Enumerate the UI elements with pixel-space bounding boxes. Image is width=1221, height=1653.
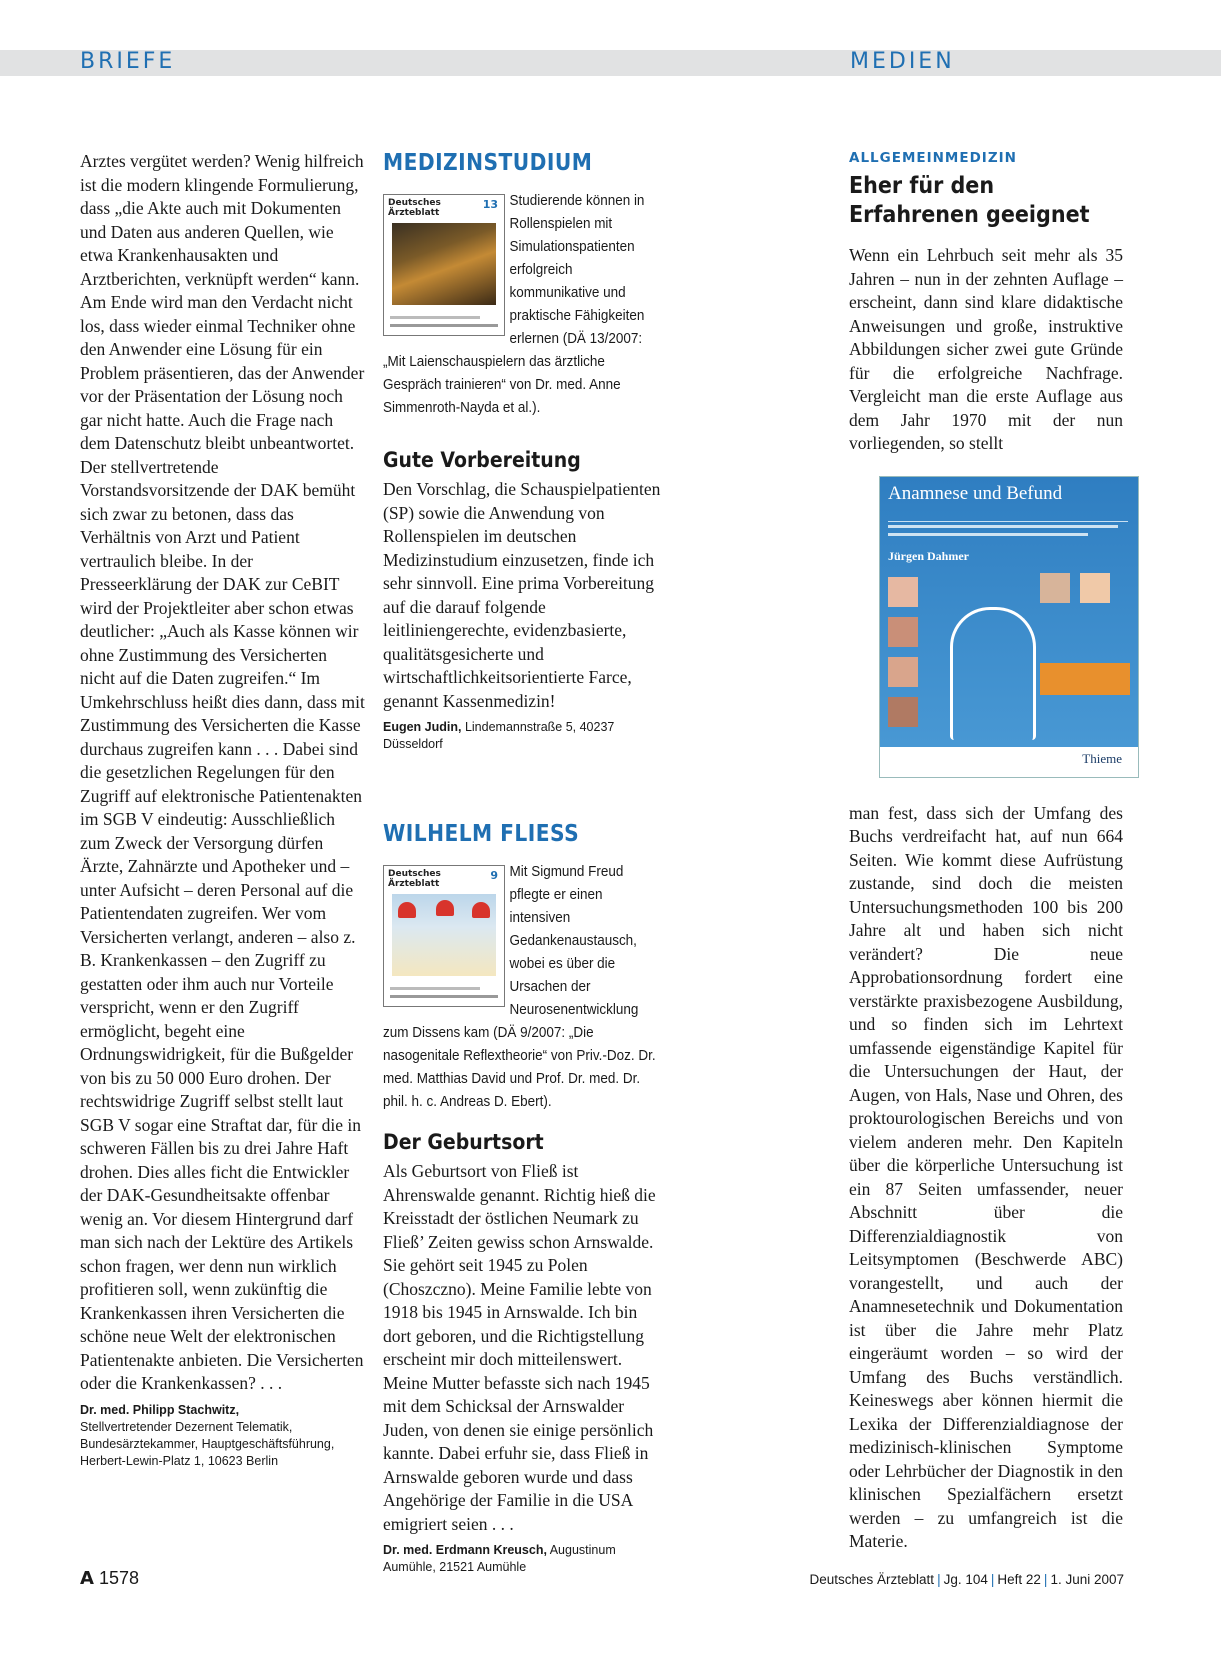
- book-photo-tile: [888, 657, 918, 687]
- book-photo-tile: [1080, 573, 1110, 603]
- review-headline: Eher für den Erfahrenen geeignet: [849, 173, 1090, 228]
- journal-issue: Heft 22: [997, 1572, 1041, 1587]
- review-kicker: ALLGEMEINMEDIZIN: [849, 150, 1017, 166]
- signature-address: Lindemannstraße 5, 40237 Düsseldorf: [383, 720, 615, 751]
- signature-line: Bundesärztekammer, Hauptgeschäftsführung,: [80, 1436, 335, 1451]
- book-photo-tile: [888, 697, 918, 727]
- section-label-medien: MEDIEN: [850, 49, 955, 74]
- signature-name: Eugen Judin,: [383, 720, 462, 734]
- signature-name: Dr. med. Philipp Stachwitz,: [80, 1402, 240, 1417]
- book-author: Jürgen Dahmer: [888, 548, 969, 563]
- journal-volume: Jg. 104: [943, 1572, 988, 1587]
- signature-line: Stellvertretender Dezernent Telematik,: [80, 1419, 293, 1434]
- signature-name: Dr. med. Erdmann Kreusch,: [383, 1543, 547, 1557]
- rubric-title: WILHELM FLIESS: [383, 821, 580, 847]
- letter-title: Gute Vorbereitung: [383, 448, 581, 472]
- rubric-title: MEDIZINSTUDIUM: [383, 150, 593, 176]
- cover-brand: Deutsches Ärzteblatt: [388, 869, 441, 889]
- section-wilhelm-fliess: [383, 821, 668, 1576]
- review-body-bottom: man fest, dass sich der Umfang des Buchs verdreifacht hat, auf nun 664 Seiten. Wie kommt diese Aufrüstung zustande, sind doch die meisten Untersuchungsmethoden 100 bis 200 Jahre alt und haben sich nicht verändert? Die neue Approbationsordnung fordert eine verstärkte praxisbezogene Ausbildung, und so finden sich im Lehrtext umfassende eigenständige Kapitel für die Untersuchungen der Haut, der Augen, von Hals, Nase und Ohren, des proktourologischen Bereichs und von vielem anderen mehr. Den Kapiteln über die körperliche Untersuchung ist ein 87 Seiten umfassender, neuer Abschnitt über die Differenzialdiagnostik von Leitsymptomen (Beschwerde ABC) vorangestellt, und auch der Anamnesetechnik und Dokumentation ist über die Jahre mehr Platz eingeräumt worden – so wird der Umfang des Buchs verständlich. Keineswegs aber können hiermit die Lexika der Differenzialdiagnose der medizinisch-klinischen Symptome oder Lehrbücher der Diagnostik in den klinischen Spezialfächern ersetzt werden – zu umfangreich ist die Materie.: [849, 802, 1123, 1551]
- journal-info: Deutsches Ärzteblatt | Jg. 104 | Heft 22 | 1. Juni 2007: [809, 1572, 1124, 1587]
- book-cover: [879, 476, 1139, 778]
- book-orange-label: [1040, 663, 1130, 695]
- column-letters: [383, 150, 668, 1576]
- column-book-review: [849, 150, 1123, 1554]
- letter-body: Als Geburtsort von Fließ ist Ahrenswalde genannt. Richtig hieß die Kreisstadt der östlichen Neumark zu Fließ’ Zeiten gewiss schon Arnswalde. Sie gehört seit 1945 zu Polen (Choszczno). Meine Familie lebte von 1918 bis 1945 in Arnswalde. Ich bin dort geboren, und die Richtigstellung erscheint mir doch mitteilenswert. Meine Mutter befasste sich nach 1945 mit dem Schicksal der Arnswalder Juden, von denen sie einige persönlich kannte. Dabei erfuhr sie, dass Fließ in Arnswalde geboren wurde und dass Angehörige der Familie in die USA emigriert seien . . .: [383, 1161, 656, 1534]
- cover-issue-number: 13: [482, 198, 498, 211]
- signature: [383, 1542, 668, 1576]
- cover-issue-number: 9: [490, 869, 498, 882]
- header-bar: [0, 50, 1221, 76]
- book-photo-tile: [888, 617, 918, 647]
- section-lead: Mit Sigmund Freud pflegte er einen intensiven Gedankenaustausch, wobei es über die Ursachen der Neurosenentwicklung zum Dissens kam (DÄ 9/2007: „Die nasogenitale Reflextheorie“ von Priv.-Doz. Dr. med. Matthias David und Prof. Dr. med. Dr. phil. h. c. Andreas D. Ebert).: [383, 864, 656, 1110]
- book-photo-tile: [1040, 573, 1070, 603]
- page-prefix: A: [80, 1568, 94, 1589]
- letter-body: Den Vorschlag, die Schauspielpatienten (SP) sowie die Anwendung von Rollenspielen im deutschen Medizinstudium einzusetzen, finde ich sehr sinnvoll. Eine prima Vorbereitung auf die darauf folgende leitliniengerechte, evidenzbasierte, qualitätsgesicherte und wirtschaftlichkeitsorientierte Farce, genannt Kassenmedizin!: [383, 479, 661, 711]
- section-medizinstudium: [383, 150, 668, 753]
- page-number-value: 1578: [98, 1568, 139, 1588]
- letter-title: Der Geburtsort: [383, 1130, 544, 1154]
- signature-line: Herbert-Lewin-Platz 1, 10623 Berlin: [80, 1453, 279, 1468]
- page-number: [80, 1568, 139, 1589]
- column-letter-continued: [80, 150, 365, 1470]
- signature: [383, 719, 668, 753]
- book-title: Anamnese und Befund: [888, 482, 1063, 504]
- letter-body: Arztes vergütet werden? Wenig hilfreich ist die modern klingende Formulierung, dass „die Akte auch mit Dokumenten und Daten aus anderen Quellen, wie etwa Krankenhausakten und Arztberichten, verknüpft werden“ kann. Am Ende wird man den Verdacht nicht los, dass wieder einmal Techniker ohne den Anwender eine Lösung für ein Problem präsentieren, das der Anwender vor der Präsentation der Lösung noch gar nicht hatte. Auch die Frage nach dem Datenschutz bleibt unbeantwortet. Der stellvertretende Vorstandsvorsitzende der DAK bemüht sich zwar zu betonen, dass das Verhältnis von Arzt und Patient vertraulich bleibe. In der Presseerklärung der DAK zur CeBIT wird der Projektleiter aber schon etwas deutlicher: „Auch als Kasse können wir ohne Zustimmung des Versicherten nicht auf die Daten zugreifen.“ Im Umkehrschluss heißt dies dann, dass mit Zustimmung des Versicherten die Kasse durchaus zugreifen kann . . . Dabei sind die gesetzlichen Regelungen für den Zugriff auf elektronische Patientenakten im SGB V eindeutig: Ausschließlich zum Zweck der Versorgung dürfen Ärzte, Zahnärzte und Apotheker und – unter Aufsicht – deren Personal auf die Patientendaten zugreifen. Wer vom Versicherten verlangt, anderen – also z. B. Krankenkassen – den Zugriff zu gestatten oder ihm auch nur Vorteile verspricht, wenn er den Zugriff ermöglicht, begeht eine Ordnungswidrigkeit, für die Bußgelder von bis zu 50 000 Euro drohen. Der rechtswidrige Zugriff selbst stellt laut SGB V sogar eine Straftat dar, für die in schweren Fällen bis zu drei Jahre Haft drohen. Dies alles ficht die Entwickler der DAK-Gesundheitsakte offenbar wenig an. Vor diesem Hintergrund darf man sich nach der Lektüre des Artikels schon fragen, wer denn nun wirklich profitieren soll, wenn zukünftig die Krankenkassen ihren Versicherten die schöne neue Welt der elektronischen Patientenakte anbieten. Die Versicherten oder die Krankenkassen? . . .: [80, 151, 365, 1393]
- book-subtitle-line: [888, 533, 1088, 536]
- book-figure-outline: [950, 607, 1036, 740]
- cover-brand: Deutsches Ärzteblatt: [388, 198, 441, 218]
- journal-name: Deutsches Ärzteblatt: [809, 1572, 935, 1587]
- book-photo-tile: [888, 577, 918, 607]
- section-label-briefe: BRIEFE: [80, 49, 176, 74]
- review-body-top: Wenn ein Lehrbuch seit mehr als 35 Jahren – nun in der zehnten Auflage – erscheint, dann sind klare didaktische Anweisungen und große, instruktive Abbildungen sicher zwei gute Gründe für die erfolgreiche Nachfrage. Vergleicht man die erste Auflage aus dem Jahr 1970 mit der nun vorliegenden, so stellt: [849, 245, 1123, 453]
- signature-address: Augustinum Aumühle, 21521 Aumühle: [383, 1543, 616, 1574]
- section-lead: Studierende können in Rollenspielen mit Simulationspatienten erfolgreich kommunikative und praktische Fähigkeiten erlernen (DÄ 13/2007: „Mit Laienschauspielern das ärztliche Gespräch trainieren“ von Dr. med. Anne Simmenroth-Nayda et al.).: [383, 193, 645, 416]
- journal-date: 1. Juni 2007: [1050, 1572, 1124, 1587]
- book-publisher: Thieme: [1076, 749, 1128, 769]
- book-subtitle-line: [888, 525, 1118, 528]
